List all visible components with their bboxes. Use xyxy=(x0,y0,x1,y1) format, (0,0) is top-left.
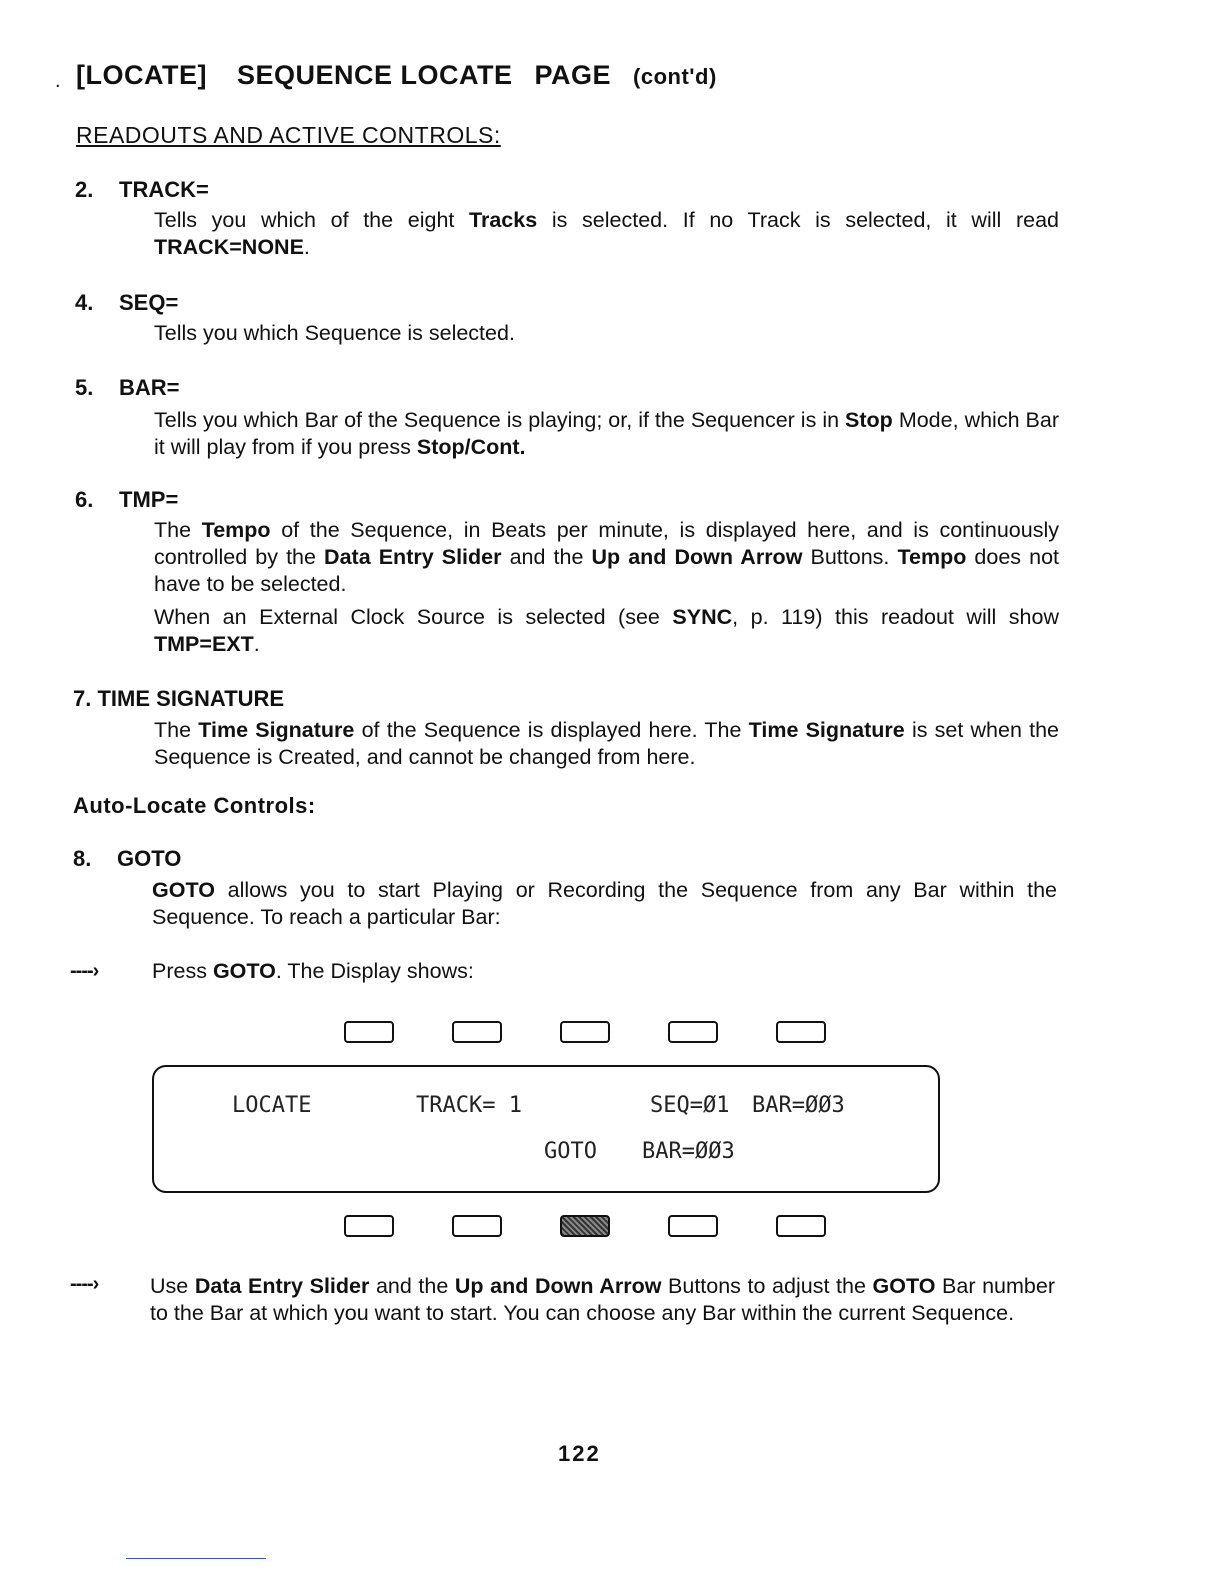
text-bold: Data Entry Slider xyxy=(324,545,502,569)
soft-button-bottom-3-goto-active xyxy=(560,1215,610,1237)
text-bold: Up and Down Arrow xyxy=(454,1274,662,1298)
text-run: The xyxy=(154,518,202,542)
text-run: is set when the Sequence is Created, and cannot be changed from here. xyxy=(154,718,1060,769)
soft-button-bottom-1 xyxy=(344,1215,394,1237)
text-run: Buttons. xyxy=(802,545,898,569)
item-track-heading xyxy=(75,177,209,203)
text-run: and the xyxy=(501,545,592,569)
text-bold: GOTO xyxy=(152,878,215,902)
page-number: 122 xyxy=(558,1441,601,1466)
text-bold: Stop/Cont. xyxy=(416,435,526,459)
text-bold: Stop xyxy=(845,408,893,432)
item-goto-heading xyxy=(73,846,181,872)
step-arrow-icon: ----› xyxy=(70,1273,99,1295)
step-arrow-icon: ----› xyxy=(70,960,99,982)
text-run: . xyxy=(253,632,260,656)
text-run: . The Display shows: xyxy=(275,959,474,983)
text-run: Bar number to the Bar at which you want to start. You can choose any Bar within the current Sequence. xyxy=(150,1274,1055,1325)
item-tmp-heading xyxy=(75,487,178,513)
footer-rule xyxy=(126,1558,266,1559)
item-bar-heading xyxy=(75,375,180,401)
text-bold: Time Signature xyxy=(198,718,355,742)
text-run: Tells you which Bar of the Sequence is playing; or, if the Sequencer is in xyxy=(154,408,846,432)
lcd-seq: SEQ=Ø1 xyxy=(650,1093,730,1118)
text-bold: Tempo xyxy=(897,545,967,569)
item-time-signature-description xyxy=(154,717,1059,771)
item-label: GOTO xyxy=(117,846,182,871)
soft-button-top-2 xyxy=(452,1021,502,1043)
text-run: allows you to start Playing or Recording the Sequence from any Bar within the Sequence. To reach a particular Bar: xyxy=(152,878,1057,929)
item-label: SEQ= xyxy=(119,290,179,315)
title-sequence-locate: SEQUENCE LOCATE xyxy=(236,60,513,90)
text-run: and the xyxy=(369,1274,455,1298)
step-adjust-goto-bar xyxy=(150,1273,1055,1327)
item-number: 6. xyxy=(75,487,94,512)
text-bold: TRACK=NONE xyxy=(154,235,304,259)
text-run: Press xyxy=(152,959,213,983)
lcd-track: TRACK= 1 xyxy=(416,1093,522,1118)
text-run: , p. 119) this readout will show xyxy=(732,605,1059,629)
text-run: The xyxy=(154,718,199,742)
text-run: Use xyxy=(150,1274,195,1298)
item-goto-description xyxy=(152,877,1057,931)
text-run: Buttons to adjust the xyxy=(661,1274,873,1298)
text-bold: Tracks xyxy=(469,208,538,232)
soft-button-bottom-5 xyxy=(776,1215,826,1237)
item-time-signature-heading xyxy=(73,686,284,712)
item-track-description xyxy=(154,207,1059,261)
soft-button-top-3 xyxy=(560,1021,610,1043)
step-press-goto xyxy=(152,958,1057,985)
soft-button-bottom-4 xyxy=(668,1215,718,1237)
item-label: BAR= xyxy=(119,375,180,400)
text-bold: Data Entry Slider xyxy=(194,1274,370,1298)
text-run: Mode, which Bar it will play from if you press xyxy=(154,408,1059,459)
section-subhead: READOUTS AND ACTIVE CONTROLS: xyxy=(76,122,501,148)
text-run: of the Sequence is displayed here. The xyxy=(354,718,749,742)
item-label: TMP= xyxy=(119,487,179,512)
item-number: 2. xyxy=(75,177,94,202)
title-locate: [LOCATE] xyxy=(76,60,207,90)
text-bold: Tempo xyxy=(201,518,271,542)
text-run: Tells you which of the eight xyxy=(154,208,470,232)
text-run: is selected. If no Track is selected, it will read xyxy=(537,208,1059,232)
text-bold: SYNC xyxy=(672,605,733,629)
item-tmp-description-ext xyxy=(154,604,1059,658)
margin-mark: . xyxy=(55,70,61,92)
item-label: TIME SIGNATURE xyxy=(97,686,285,711)
soft-button-top-4 xyxy=(668,1021,718,1043)
text-run: When an External Clock Source is selected (see xyxy=(154,605,673,629)
item-seq-description: Tells you which Sequence is selected. xyxy=(154,321,515,345)
lcd-goto-bar: BAR=ØØ3 xyxy=(642,1139,735,1164)
lcd-locate: LOCATE xyxy=(232,1093,312,1118)
text-run: of the Sequence, in Beats per minute, is displayed here, and is continuously controlled by the xyxy=(154,518,1059,569)
soft-button-bottom-2 xyxy=(452,1215,502,1237)
title-contd: (cont'd) xyxy=(633,64,717,89)
item-number: 8. xyxy=(73,846,92,871)
item-seq-heading xyxy=(75,290,178,316)
text-bold: Time Signature xyxy=(748,718,905,742)
item-tmp-description xyxy=(154,517,1059,598)
text-bold: Up and Down Arrow xyxy=(591,545,803,569)
lcd-display xyxy=(152,1065,940,1193)
lcd-bar: BAR=ØØ3 xyxy=(752,1093,845,1118)
item-label: TRACK= xyxy=(119,177,209,202)
text-run: . xyxy=(303,235,310,259)
auto-locate-section-title: Auto-Locate Controls: xyxy=(73,793,316,818)
item-bar-description xyxy=(154,407,1059,461)
lcd-goto: GOTO xyxy=(544,1139,597,1164)
item-number: 7. xyxy=(73,686,92,711)
text-bold: GOTO xyxy=(872,1274,936,1298)
page-title xyxy=(76,60,717,91)
title-page: PAGE xyxy=(534,60,612,90)
item-number: 4. xyxy=(75,290,94,315)
item-number: 5. xyxy=(75,375,94,400)
text-bold: TMP=EXT xyxy=(154,632,254,656)
soft-button-top-5 xyxy=(776,1021,826,1043)
soft-button-top-1 xyxy=(344,1021,394,1043)
text-run: does not have to be selected. xyxy=(154,545,1059,596)
text-bold: GOTO xyxy=(212,959,276,983)
